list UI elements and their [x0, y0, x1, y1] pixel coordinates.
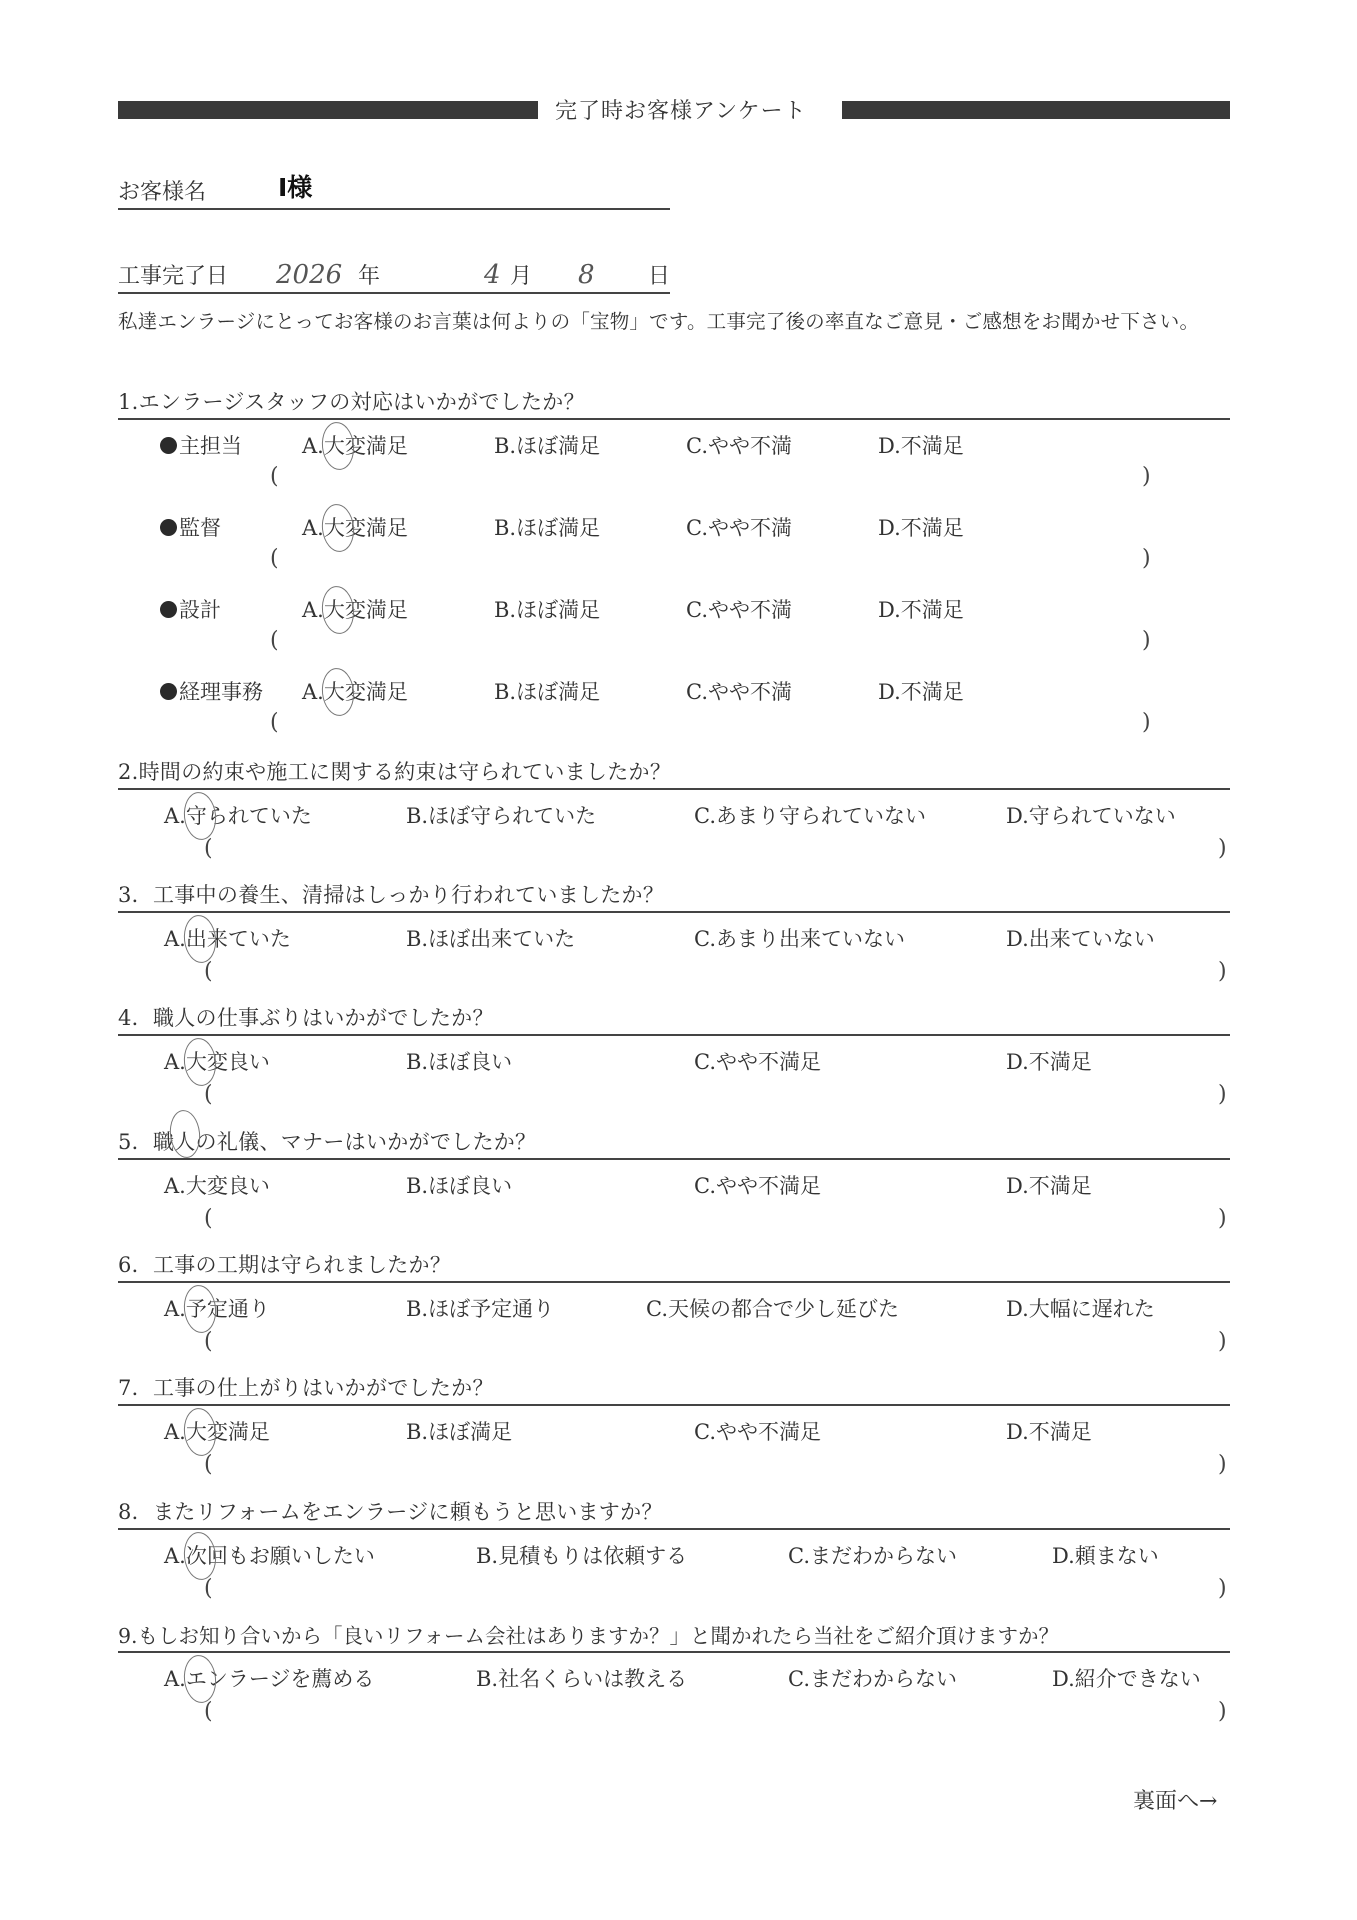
option-d[interactable]: D.不満足 [1006, 1174, 1092, 1198]
q1-row-main-staff [118, 420, 1230, 502]
question-title: 2.時間の約束や施工に関する約束は守られていましたか？ [118, 756, 1230, 790]
comment-field[interactable] [118, 1572, 1230, 1612]
page-title: 完了時お客様アンケート [555, 99, 807, 124]
option-b[interactable]: B.ほぼ出来ていた [406, 927, 576, 951]
option-c[interactable]: C.やや不満足 [694, 1174, 821, 1198]
comment-open-paren[interactable]: ( [270, 546, 279, 571]
comment-open-paren: ( [204, 959, 213, 984]
month-unit: 月 [510, 264, 533, 289]
bullet-icon [160, 519, 177, 536]
staff-role: 主担当 [160, 430, 242, 460]
option-a[interactable]: A.エンラージを薦める [164, 1663, 374, 1693]
question-title: 7．工事の仕上がりはいかがでしたか？ [118, 1372, 1230, 1406]
option-d[interactable]: D.不満足 [878, 434, 964, 458]
options-row [118, 1406, 1230, 1448]
question-8 [118, 1496, 1230, 1612]
comment-field[interactable] [118, 1325, 1230, 1365]
option-d[interactable]: D.不満足 [1006, 1050, 1092, 1074]
comment-open-paren[interactable]: ( [270, 464, 279, 489]
option-c[interactable]: C.あまり出来ていない [694, 927, 905, 951]
completion-day-value: 8 [578, 260, 595, 290]
option-c[interactable]: C.まだわからない [788, 1544, 957, 1568]
option-c[interactable]: C.あまり守られていない [694, 804, 926, 828]
comment-close-paren: ) [1218, 1206, 1227, 1231]
comment-open-paren: ( [204, 1452, 213, 1477]
question-title: 9.もしお知り合いから「良いリフォーム会社はありますか？」と聞かれたら当社をご紹介頂けますか？ [118, 1619, 1230, 1653]
option-c[interactable]: C.やや不満 [686, 516, 792, 540]
comment-close-paren: ) [1218, 1452, 1227, 1477]
option-b[interactable]: B.ほぼ満足 [494, 516, 601, 540]
comment-close-paren: ) [1218, 1576, 1227, 1601]
comment-field[interactable] [118, 832, 1230, 872]
option-a[interactable]: A.大変満足 [164, 1416, 270, 1446]
q1-row-supervisor [118, 502, 1230, 584]
comment-open-paren: ( [204, 1576, 213, 1601]
comment-open-paren: ( [204, 1082, 213, 1107]
option-a[interactable]: A.次回もお願いしたい [164, 1540, 375, 1570]
option-a[interactable]: A.大変良い [164, 1174, 270, 1198]
option-b[interactable]: B.社名くらいは教える [476, 1667, 688, 1691]
comment-close-paren[interactable]: ) [1142, 546, 1151, 571]
option-b[interactable]: B.ほぼ満足 [494, 680, 601, 704]
option-a[interactable]: A.予定通り [164, 1293, 270, 1323]
staff-role: 経理事務 [160, 676, 263, 706]
option-c[interactable]: C.まだわからない [788, 1667, 957, 1691]
completion-month-value: 4 [484, 260, 501, 290]
customer-name-label: お客様名 [118, 180, 207, 205]
completion-date-label: 工事完了日 [118, 264, 229, 289]
day-unit: 日 [648, 264, 671, 289]
option-d[interactable]: D.不満足 [878, 680, 964, 704]
question-3 [118, 879, 1230, 995]
option-d[interactable]: D.不満足 [878, 516, 964, 540]
staff-role: 監督 [160, 512, 221, 542]
option-c[interactable]: C.天候の都合で少し延びた [646, 1297, 899, 1321]
option-d[interactable]: D.大幅に遅れた [1006, 1297, 1155, 1321]
question-6 [118, 1249, 1230, 1365]
option-d[interactable]: D.頼まない [1052, 1544, 1159, 1568]
comment-close-paren[interactable]: ) [1142, 710, 1151, 735]
question-title: 1.エンラージスタッフの対応はいかがでしたか？ [118, 386, 1230, 420]
question-1 [118, 386, 1230, 748]
customer-name-field[interactable] [118, 168, 670, 210]
staff-role: 設計 [160, 594, 221, 624]
bullet-icon [160, 437, 177, 454]
comment-field[interactable] [118, 955, 1230, 995]
question-title: 5．職人の礼儀、マナーはいかがでしたか？ [118, 1126, 1230, 1160]
intro-text: 私達エンラージにとってお客様のお言葉は何よりの「宝物」です。工事完了後の率直なご意見・ご感想をお聞かせ下さい。 [118, 310, 1200, 333]
option-c[interactable]: C.やや不満 [686, 598, 792, 622]
year-unit: 年 [358, 264, 381, 289]
option-b[interactable]: B.ほぼ良い [406, 1050, 513, 1074]
comment-close-paren[interactable]: ) [1142, 464, 1151, 489]
option-d[interactable]: D.不満足 [878, 598, 964, 622]
q1-row-design [118, 584, 1230, 666]
bullet-icon [160, 601, 177, 618]
option-a[interactable]: A.守られていた [164, 800, 312, 830]
comment-open-paren[interactable]: ( [270, 710, 279, 735]
option-a[interactable]: A.大変満足 [302, 594, 408, 624]
options-row [118, 1653, 1230, 1695]
q1-row-accounting [118, 666, 1230, 748]
comment-field[interactable] [118, 1448, 1230, 1488]
comment-close-paren[interactable]: ) [1142, 628, 1151, 653]
continue-on-back-label: 裏面へ→ [1133, 1789, 1218, 1814]
option-b[interactable]: B.ほぼ満足 [406, 1420, 513, 1444]
option-b[interactable]: B.ほぼ満足 [494, 434, 601, 458]
question-5 [118, 1126, 1230, 1242]
option-b[interactable]: B.ほぼ満足 [494, 598, 601, 622]
option-d[interactable]: D.守られていない [1006, 804, 1176, 828]
comment-open-paren: ( [204, 836, 213, 861]
option-a[interactable]: A.大変満足 [302, 430, 408, 460]
comment-close-paren: ) [1218, 959, 1227, 984]
comment-field[interactable] [118, 1695, 1230, 1735]
options-row [118, 1530, 1230, 1572]
question-9 [118, 1619, 1230, 1735]
bullet-icon [160, 683, 177, 700]
comment-open-paren: ( [204, 1329, 213, 1354]
option-b[interactable]: B.ほぼ守られていた [406, 804, 597, 828]
comment-field[interactable] [118, 1202, 1230, 1242]
option-c[interactable]: C.やや不満 [686, 680, 792, 704]
question-title: 6．工事の工期は守られましたか？ [118, 1249, 1230, 1283]
question-title: 8．またリフォームをエンラージに頼もうと思いますか？ [118, 1496, 1230, 1530]
options-row [118, 1160, 1230, 1202]
option-b[interactable]: B.見積もりは依頼する [476, 1544, 688, 1568]
comment-close-paren: ) [1218, 1699, 1227, 1724]
question-title: 3．工事中の養生、清掃はしっかり行われていましたか？ [118, 879, 1230, 913]
comment-open-paren: ( [204, 1699, 213, 1724]
header-bar-left [118, 101, 538, 119]
option-a[interactable]: A.大変満足 [302, 676, 408, 706]
customer-name-value: I様 [278, 173, 313, 202]
option-d[interactable]: D.不満足 [1006, 1420, 1092, 1444]
option-a[interactable]: A.大変満足 [302, 512, 408, 542]
option-b[interactable]: B.ほぼ予定通り [406, 1297, 555, 1321]
options-row [118, 1283, 1230, 1325]
option-d[interactable]: D.紹介できない [1052, 1667, 1201, 1691]
question-4 [118, 1002, 1230, 1118]
comment-close-paren: ) [1218, 836, 1227, 861]
option-c[interactable]: C.やや不満足 [694, 1050, 821, 1074]
options-row [118, 790, 1230, 832]
option-c[interactable]: C.やや不満 [686, 434, 792, 458]
comment-open-paren: ( [204, 1206, 213, 1231]
option-d[interactable]: D.出来ていない [1006, 927, 1155, 951]
option-c[interactable]: C.やや不満足 [694, 1420, 821, 1444]
question-2 [118, 756, 1230, 872]
comment-open-paren[interactable]: ( [270, 628, 279, 653]
option-b[interactable]: B.ほぼ良い [406, 1174, 513, 1198]
comment-close-paren: ) [1218, 1082, 1227, 1107]
option-a[interactable]: A.大変良い [164, 1046, 270, 1076]
completion-year-value: 2026 [276, 260, 343, 290]
comment-field[interactable] [118, 1078, 1230, 1118]
question-title: 4．職人の仕事ぶりはいかがでしたか？ [118, 1002, 1230, 1036]
option-a[interactable]: A.出来ていた [164, 923, 291, 953]
completion-date-field[interactable] [118, 258, 670, 294]
options-row [118, 1036, 1230, 1078]
header-bar-right [842, 101, 1230, 119]
comment-close-paren: ) [1218, 1329, 1227, 1354]
options-row [118, 913, 1230, 955]
question-7 [118, 1372, 1230, 1488]
